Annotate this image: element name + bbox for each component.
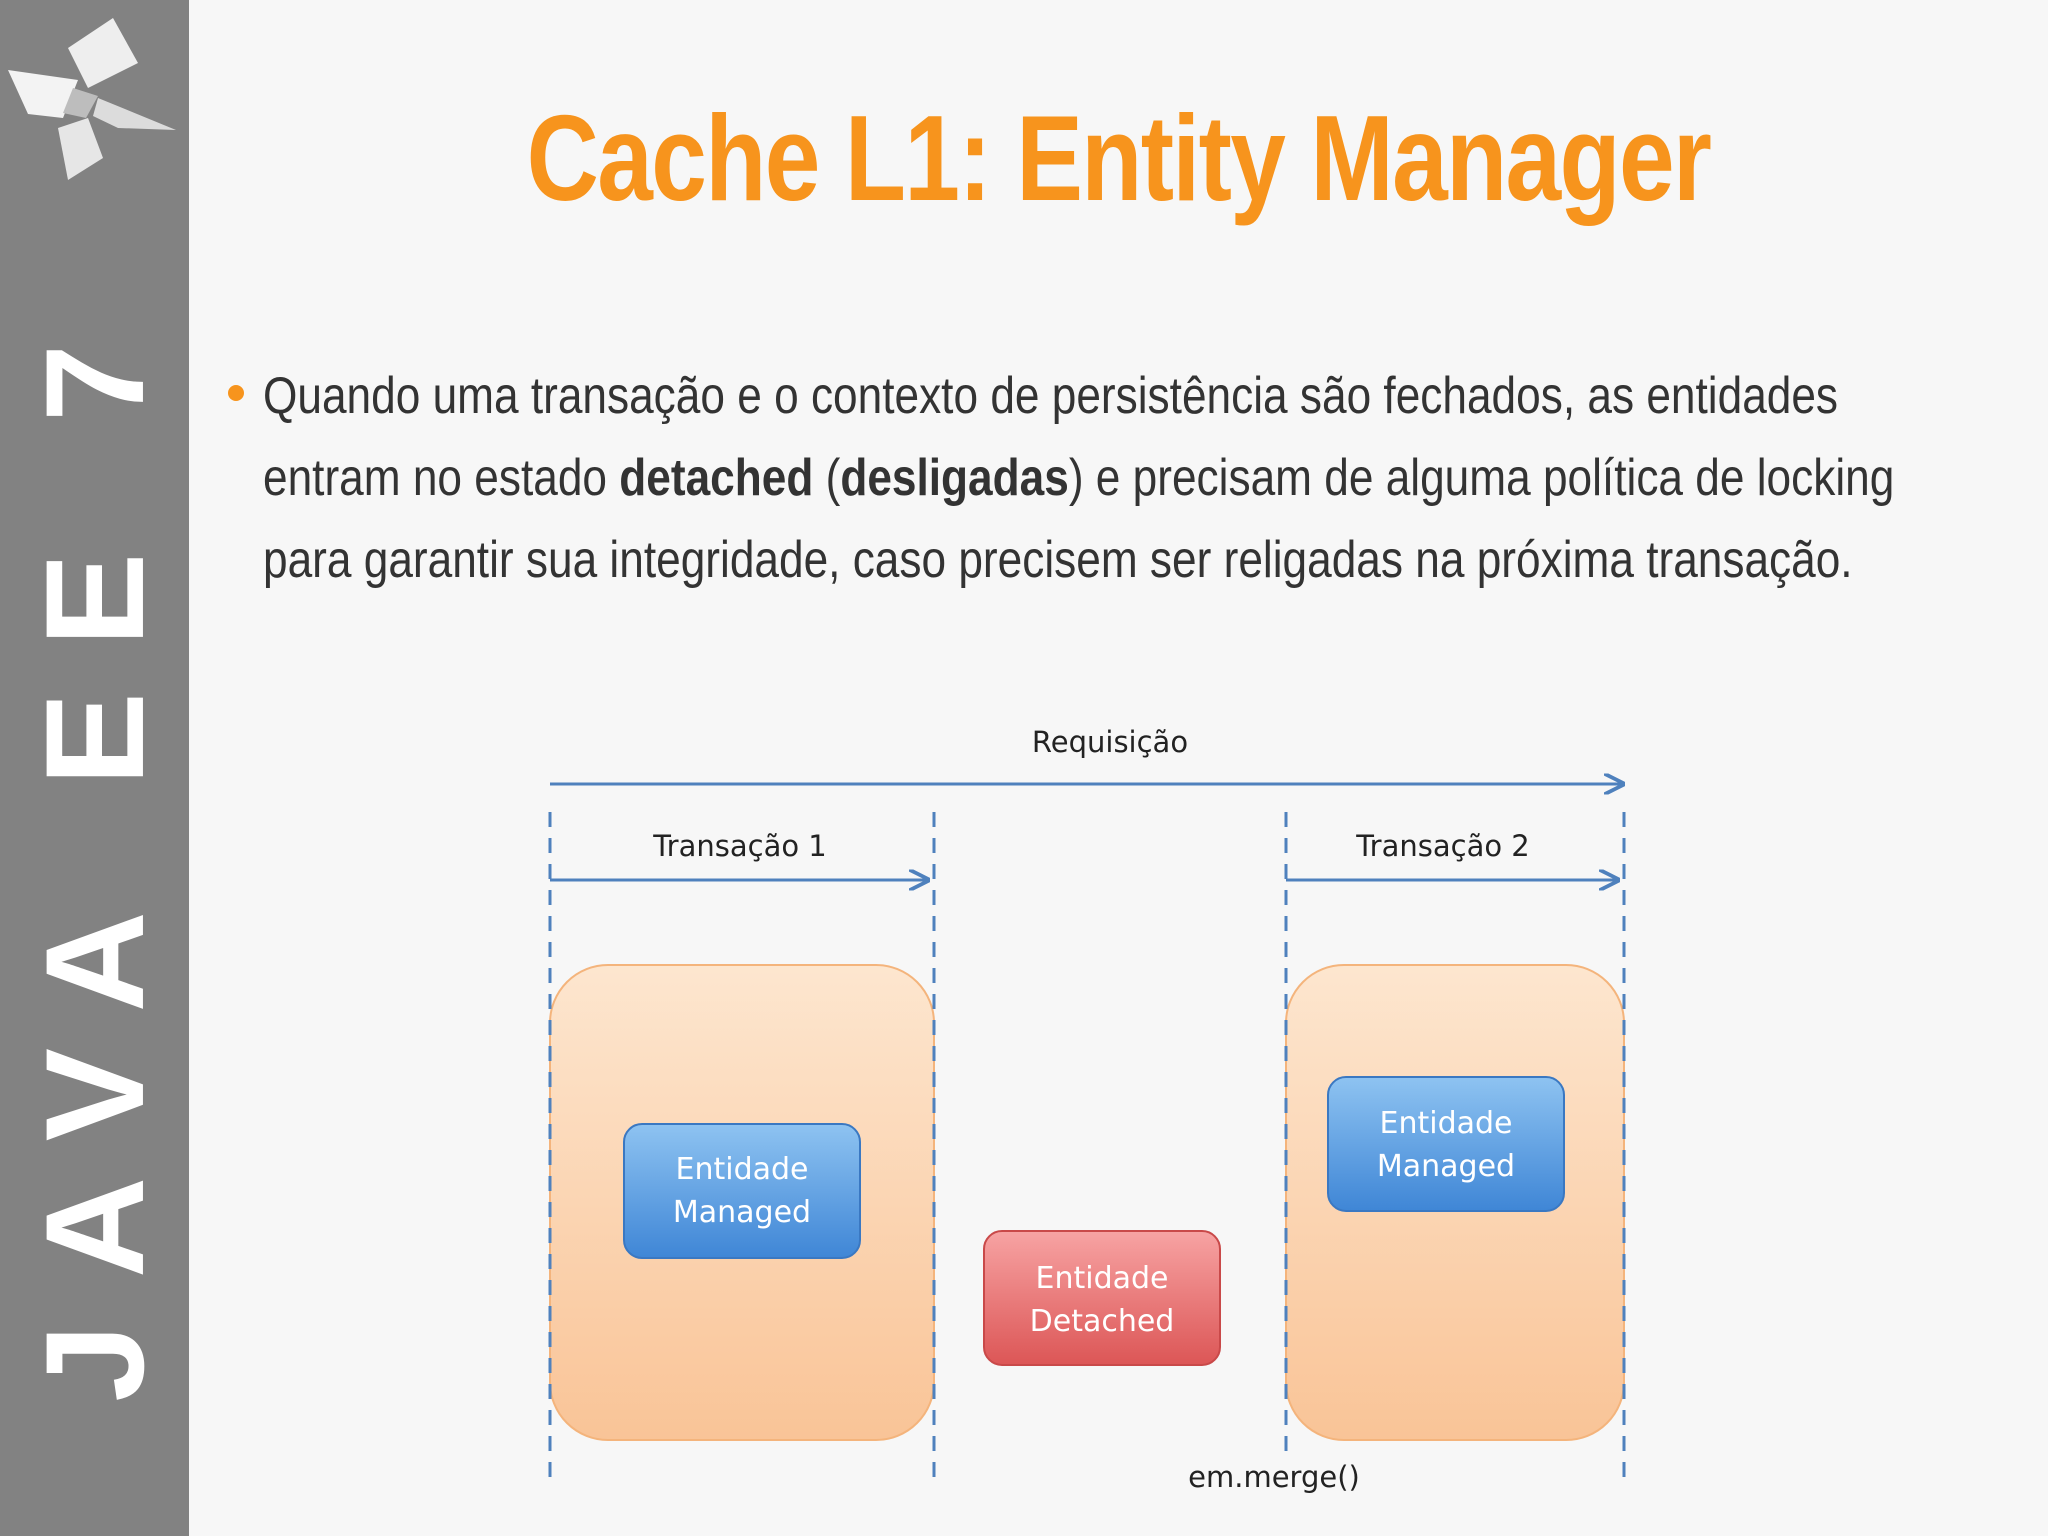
bullet-bold-desligadas: desligadas	[840, 449, 1069, 507]
slide-title: Cache L1: Entity Manager	[526, 90, 1711, 226]
entity-lifecycle-diagram	[528, 700, 1668, 1520]
detached-entity-box	[984, 1231, 1220, 1365]
transaction1-label: Transação 1	[653, 829, 827, 863]
bullet-text-part1: Quando uma transação e o contexto de persistência são fechados, as entidades entram no estado	[263, 367, 1839, 507]
sidebar	[0, 0, 189, 1536]
managed-entity-2-line2: Managed	[1376, 1149, 1516, 1184]
sidebar-vertical-text: JAVA EE 7	[15, 298, 173, 1402]
merge-label: em.merge()	[1188, 1460, 1360, 1494]
managed-entity-2-line1: Entidade	[1379, 1106, 1513, 1141]
managed-entity-1-line2: Managed	[672, 1195, 812, 1230]
request-label: Requisição	[1031, 725, 1189, 759]
bullet-text	[263, 355, 1895, 601]
detached-entity-line2: Detached	[1029, 1304, 1175, 1339]
managed-entity-box-2	[1328, 1077, 1564, 1211]
managed-entity-1-line1: Entidade	[675, 1152, 809, 1187]
managed-entity-box-1	[624, 1124, 860, 1258]
bullet-dot	[228, 385, 244, 401]
detached-entity-line1: Entidade	[1035, 1261, 1169, 1296]
bullet-text-part2: (	[813, 449, 841, 507]
bullet-text-part3: ) e precisam de alguma política de locking para garantir sua integridade, caso precisem ser religadas na próxima transação.	[263, 449, 1895, 589]
bullet-bold-detached: detached	[619, 449, 814, 507]
diagram-canvas	[528, 700, 1668, 1520]
transaction2-label: Transação 2	[1356, 829, 1530, 863]
java-ee-logo	[8, 18, 176, 188]
